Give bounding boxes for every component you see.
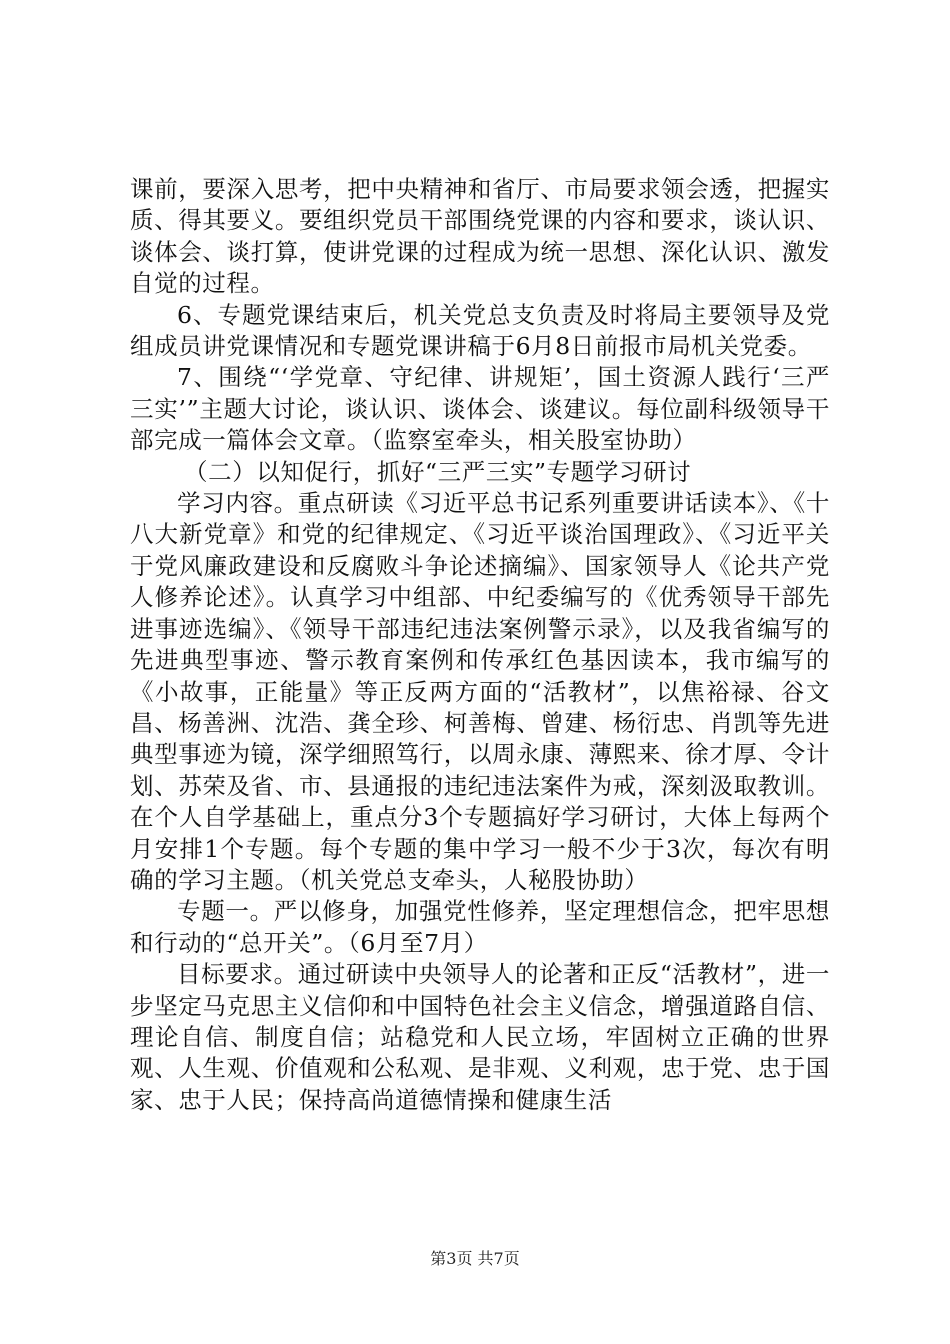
section-heading-2: （二）以知促行，抓好“三严三实”专题学习研讨: [184, 457, 692, 486]
paragraph-goal-requirements: 目标要求。通过研读中央领导人的论著和正反“活教材”，进一步坚定马克思主义信仰和中国特色社会主义信念，增强道路自信、理论自信、制度自信；站稳党和人民立场，牢固树立正确的世界观、人生观、价值观和公私观、是非观、义利观，忠于党、忠于国家、忠于人民；保持高尚道德情操和健康生活: [130, 960, 830, 1114]
paragraph-item-6: 6、专题党课结束后，机关党总支负责及时将局主要领导及党组成员讲党课情况和专题党课讲稿于6月8日前报市局机关党委。: [130, 300, 830, 361]
paragraph-item-7: 7、围绕“‘学党章、守纪律、讲规矩’，国土资源人践行‘三严三实’”主题大讨论，谈认识、谈体会、谈建议。每位副科级领导干部完成一篇体会文章。（监察室牵头，相关股室协助）: [130, 363, 830, 455]
paragraph-topic-1: 专题一。严以修身，加强党性修养，坚定理想信念，把牢思想和行动的“总开关”。（6月至7月）: [130, 897, 830, 957]
page-footer: 第3页 共7页: [430, 1249, 520, 1268]
paragraph-continuation: 课前，要深入思考，把中央精神和省厅、市局要求领会透，把握实质、得其要义。要组织党员干部围绕党课的内容和要求，谈认识、谈体会、谈打算，使讲党课的过程成为统一思想、深化认识、激发自觉的过程。: [130, 175, 830, 298]
document-body: [130, 174, 830, 1116]
paragraph-study-content: 学习内容。重点研读《习近平总书记系列重要讲话读本》、《十八大新党章》和党的纪律规定、《习近平谈治国理政》、《习近平关于党风廉政建设和反腐败斗争论述摘编》、国家领导人《论共产党人修养论述》。认真学习中组部、中纪委编写的《优秀领导干部先进事迹选编》、《领导干部违纪违法案例警示录》，以及我省编写的先进典型事迹、警示教育案例和传承红色基因读本，我市编写的《小故事，正能量》等正反两方面的“活教材”，以焦裕禄、谷文昌、杨善洲、沈浩、龚全珍、柯善梅、曾建、杨衍忠、肖凯等先进典型事迹为镜，深学细照笃行，以周永康、薄熙来、徐才厚、令计划、苏荣及省、市、县通报的违纪违法案件为戒，深刻汲取教训。在个人自学基础上，重点分3个专题搞好学习研讨，大体上每两个月安排1个专题。每个专题的集中学习一般不少于3次，每次有明确的学习主题。（机关党总支牵头，人秘股协助）: [130, 489, 830, 894]
